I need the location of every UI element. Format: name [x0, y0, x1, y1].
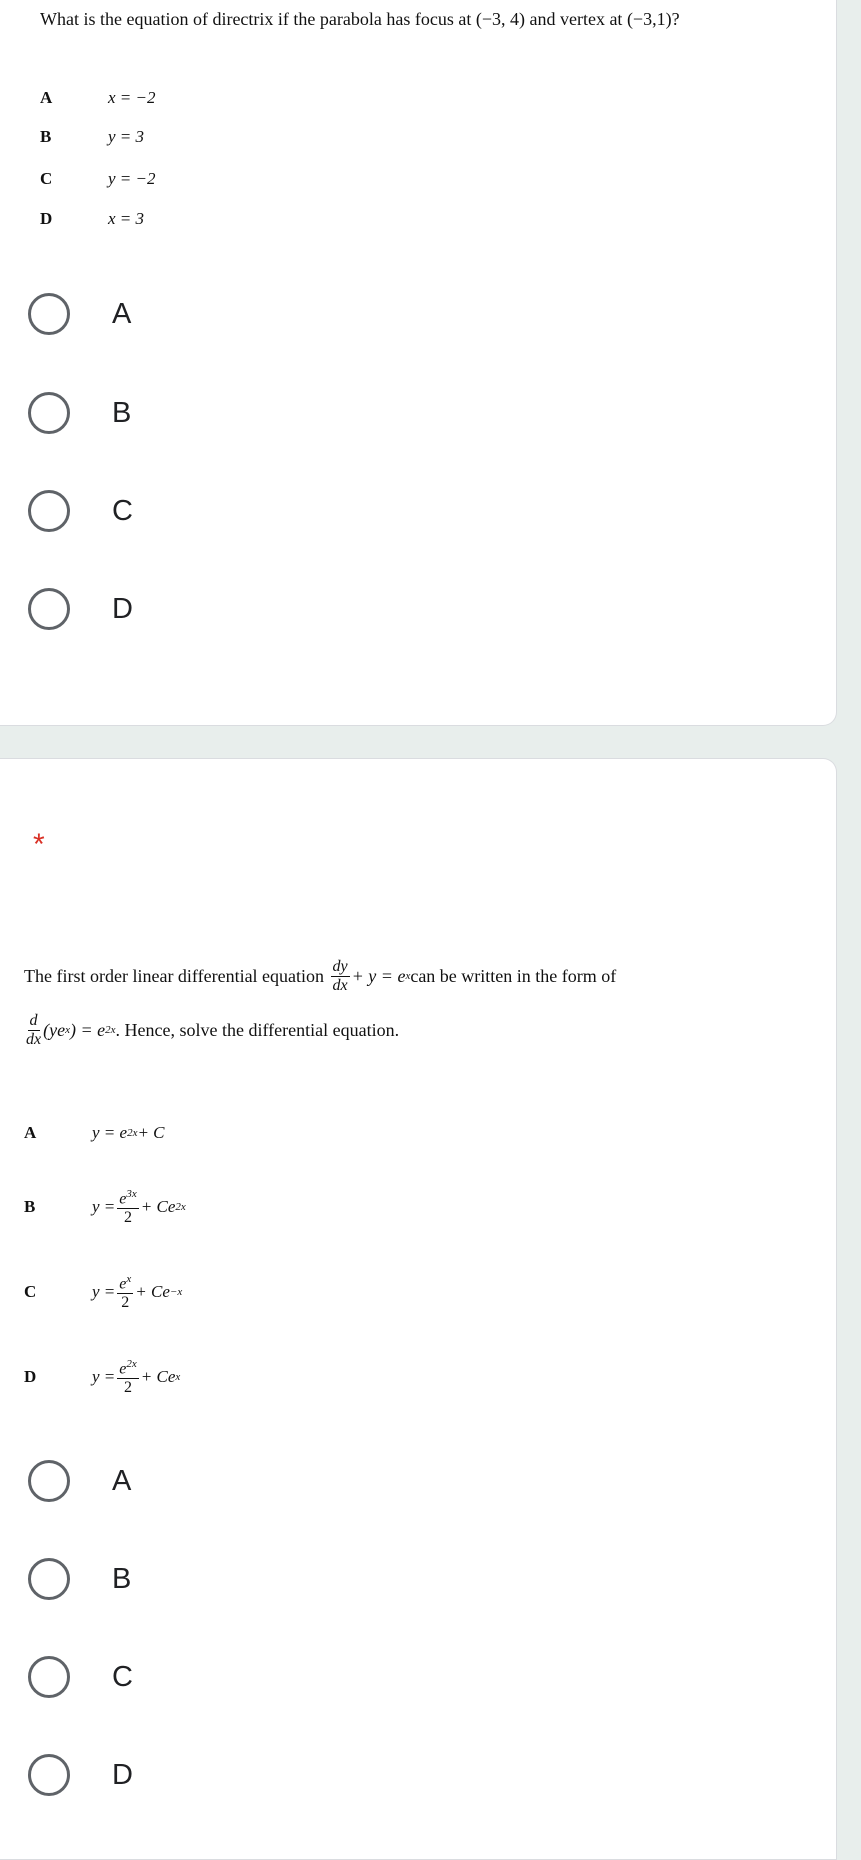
option-expression: x = 3 [108, 209, 145, 228]
option-expression: y = [92, 1197, 116, 1217]
option-b-statement [24, 1188, 186, 1227]
denominator: dx [26, 1030, 42, 1048]
option-letter: D [24, 1367, 37, 1387]
numerator-base: e [119, 1190, 127, 1208]
denominator: dx [332, 976, 348, 994]
radio-circle-icon[interactable] [28, 1656, 70, 1698]
exponent: 2x [127, 1127, 138, 1139]
option-letter: B [40, 127, 52, 146]
numerator-base: e [119, 1275, 127, 1293]
vertex-point: (−3,1) [626, 9, 672, 29]
denominator: 2 [124, 1208, 133, 1226]
question-text: The first order linear differential equation [24, 965, 325, 986]
option-d-statement [24, 1358, 180, 1397]
exponent: 2x [126, 1358, 137, 1370]
question-text: can be written in the form of [410, 965, 617, 986]
radio-choice-b[interactable] [28, 1558, 131, 1600]
option-a-statement [40, 88, 156, 108]
option-letter: D [40, 209, 53, 228]
radio-label[interactable]: B [112, 1562, 132, 1595]
exponent: 2x [175, 1201, 186, 1214]
radio-circle-icon[interactable] [28, 1558, 70, 1600]
option-c-statement [24, 1273, 182, 1312]
option-c-statement [40, 169, 156, 189]
option-letter: A [40, 88, 53, 107]
option-expression: y = −2 [108, 169, 156, 188]
radio-choice-c[interactable] [28, 490, 133, 532]
radio-circle-icon[interactable] [28, 490, 70, 532]
option-expression: y = 3 [108, 127, 145, 146]
radio-label[interactable]: C [112, 494, 133, 527]
option-letter: B [24, 1197, 36, 1217]
fraction [26, 1012, 41, 1048]
option-letter: C [40, 169, 53, 188]
radio-label[interactable]: C [112, 1660, 133, 1693]
question-2-line-2 [24, 1012, 399, 1048]
option-expression: + Ce [140, 1197, 176, 1217]
radio-choice-b[interactable] [28, 392, 131, 434]
numerator-base: e [119, 1360, 127, 1378]
radio-circle-icon[interactable] [28, 588, 70, 630]
radio-circle-icon[interactable] [28, 1460, 70, 1502]
radio-choice-c[interactable] [28, 1656, 133, 1698]
option-expression: y = [92, 1367, 116, 1387]
question-text: ? [671, 9, 680, 29]
numerator: dy [332, 958, 348, 975]
radio-circle-icon[interactable] [28, 293, 70, 335]
fraction [117, 1188, 139, 1227]
option-expression: y = e [92, 1123, 128, 1142]
option-b-statement [40, 127, 144, 147]
radio-label[interactable]: B [112, 396, 132, 429]
option-expression: x = −2 [108, 88, 156, 107]
focus-point: (−3, 4) [475, 9, 525, 29]
numerator [117, 1188, 139, 1209]
question-card-1 [0, 0, 837, 726]
exponent: x [126, 1273, 132, 1285]
numerator [117, 1273, 133, 1294]
question-1-text [40, 9, 680, 30]
exponent: 3x [126, 1188, 137, 1200]
exponent: x [405, 970, 411, 983]
numerator: d [29, 1012, 38, 1029]
fraction [117, 1273, 133, 1312]
equation-part: (ye [43, 1019, 66, 1040]
option-expression: + Ce [135, 1282, 170, 1302]
option-d-statement [40, 209, 144, 229]
equation-part: + y = e [351, 965, 406, 986]
exponent: −x [169, 1286, 183, 1299]
radio-choice-a[interactable] [28, 293, 131, 335]
exponent: 2x [105, 1024, 116, 1037]
radio-label[interactable]: D [112, 592, 133, 625]
question-text: What is the equation of directrix if the parabola has focus at [40, 9, 476, 29]
radio-label[interactable]: A [112, 297, 132, 330]
required-asterisk: * [33, 828, 45, 861]
radio-circle-icon[interactable] [28, 392, 70, 434]
radio-choice-d[interactable] [28, 588, 133, 630]
numerator [117, 1358, 139, 1379]
option-letter: A [24, 1123, 37, 1142]
option-expression: y = [92, 1282, 116, 1302]
radio-circle-icon[interactable] [28, 1754, 70, 1796]
radio-label[interactable]: A [112, 1464, 132, 1497]
denominator: 2 [124, 1378, 133, 1396]
exponent: x [175, 1371, 181, 1384]
denominator: 2 [121, 1293, 130, 1311]
fraction [331, 958, 350, 994]
option-expression: + C [137, 1123, 165, 1142]
option-letter: C [24, 1282, 37, 1302]
equation-part: ) = e [69, 1019, 106, 1040]
question-2-line-1 [24, 958, 616, 994]
radio-label[interactable]: D [112, 1758, 133, 1791]
exponent: x [65, 1024, 70, 1037]
fraction [117, 1358, 139, 1397]
question-text: . Hence, solve the differential equation. [115, 1019, 400, 1040]
option-expression: + Ce [140, 1367, 176, 1387]
question-text: and vertex at [524, 9, 627, 29]
radio-choice-a[interactable] [28, 1460, 131, 1502]
radio-choice-d[interactable] [28, 1754, 133, 1796]
option-a-statement [24, 1123, 165, 1143]
